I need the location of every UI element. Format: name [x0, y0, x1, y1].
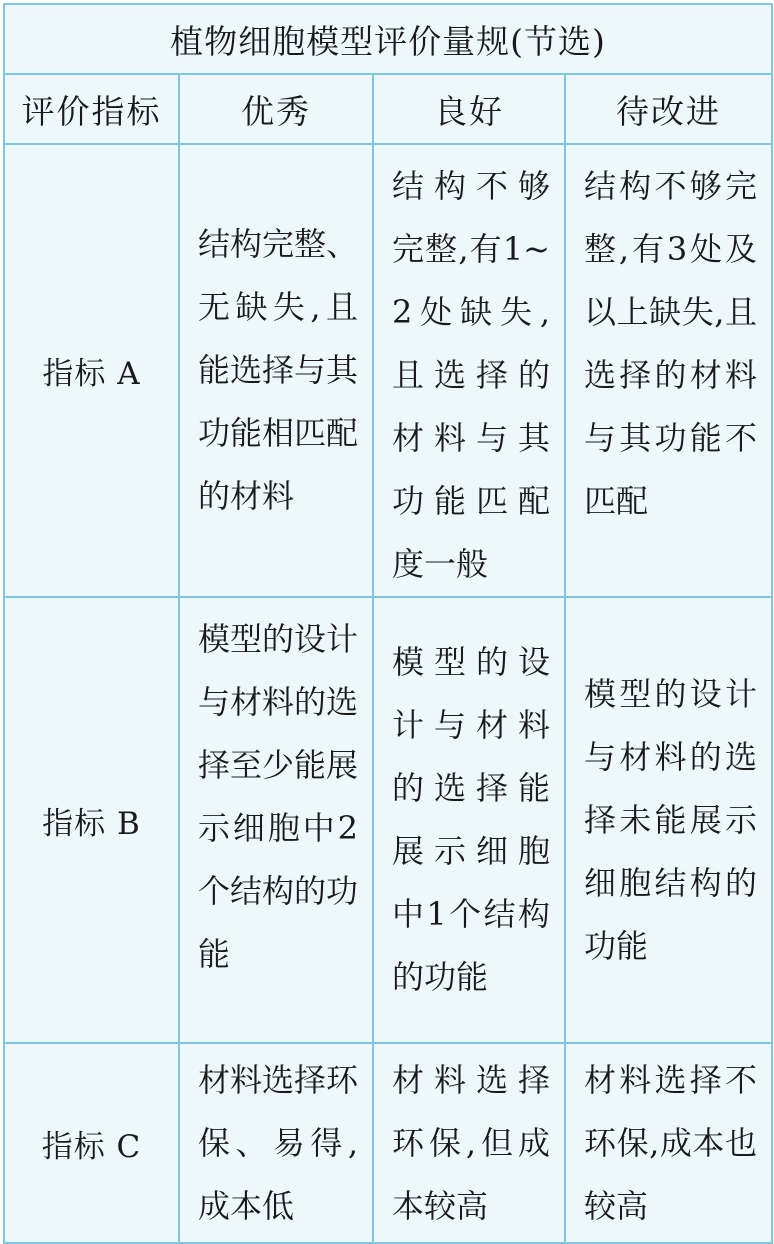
cell-a-improve: 结构不够完整,有3处及以上缺失,且选择的材料与其功能不匹配 — [565, 144, 772, 597]
table-title: 植物细胞模型评价量规(节选) — [4, 4, 772, 74]
evaluation-rubric-table — [3, 3, 773, 1244]
cell-a-good: 结构不够完整,有1~2处缺失,且选择的材料与其功能匹配度一般 — [373, 144, 565, 597]
header-needs-improvement: 待改进 — [565, 74, 772, 144]
header-good: 良好 — [373, 74, 565, 144]
cell-a-excellent: 结构完整、无缺失,且能选择与其功能相匹配的材料 — [179, 144, 373, 597]
row-label-a: 指标 A — [4, 144, 179, 597]
row-label-c: 指标 C — [4, 1043, 179, 1243]
row-label-b: 指标 B — [4, 597, 179, 1043]
table-row — [4, 597, 772, 1043]
header-excellent: 优秀 — [179, 74, 373, 144]
title-row — [4, 4, 772, 74]
table-row — [4, 144, 772, 597]
cell-b-excellent: 模型的设计与材料的选择至少能展示细胞中2个结构的功能 — [179, 597, 373, 1043]
table-row — [4, 1043, 772, 1243]
header-criterion: 评价指标 — [4, 74, 179, 144]
cell-c-excellent: 材料选择环保、易得,成本低 — [179, 1043, 373, 1243]
cell-b-good: 模型的设计与材料的选择能展示细胞中1个结构的功能 — [373, 597, 565, 1043]
cell-b-improve: 模型的设计与材料的选择未能展示细胞结构的功能 — [565, 597, 772, 1043]
cell-c-improve: 材料选择不环保,成本也较高 — [565, 1043, 772, 1243]
cell-c-good: 材料选择环保,但成本较高 — [373, 1043, 565, 1243]
header-row — [4, 74, 772, 144]
